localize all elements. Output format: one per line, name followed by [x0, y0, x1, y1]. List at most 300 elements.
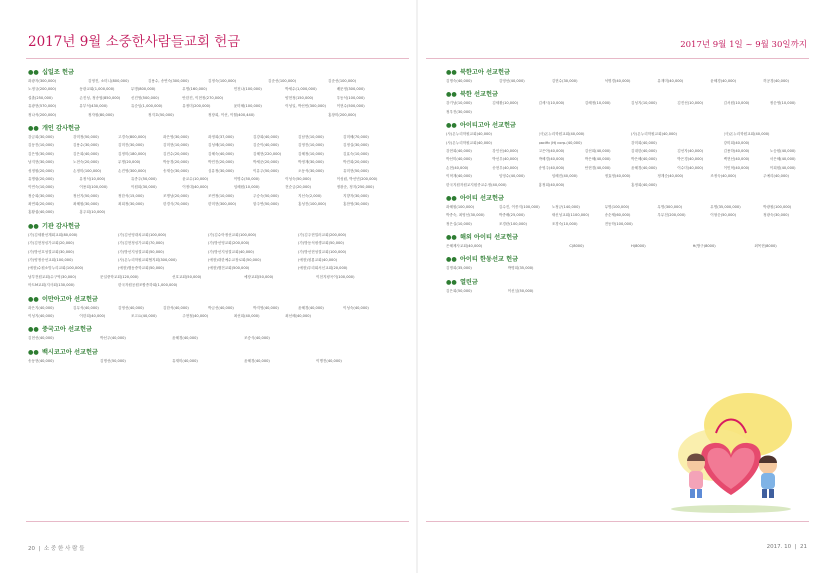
donor-entry: 최혜원(30,000): [73, 202, 99, 207]
donor-entry: 김혜정(10,000): [298, 151, 324, 156]
donor-entry: 김성지(10,000): [631, 101, 657, 106]
donor-row: [28, 304, 388, 312]
donor-entry: 김명선(50,000): [100, 358, 126, 363]
donor-entry: 박세수(1,000,000): [285, 87, 317, 92]
donor-entry: 유재미(40,000): [172, 358, 198, 363]
donation-section: [28, 68, 388, 119]
donation-section: [28, 295, 388, 321]
donor-entry: 박은경(40,000): [677, 157, 704, 162]
donor-row: [446, 164, 816, 172]
donor-entry: 조명남(20,000): [163, 193, 189, 198]
donor-entry: 한국자원공원조합종하회(1,000,000): [118, 283, 178, 288]
donation-section: [446, 233, 816, 250]
donor-entry: 곽은지(40,000): [28, 305, 54, 310]
donor-entry: (가)방동석평생교회(50,000): [298, 241, 344, 246]
donor-entry: 백현선(40,000): [723, 157, 750, 162]
donor-entry: 이희원(40,000): [769, 165, 796, 170]
donor-row: [28, 175, 388, 183]
donor-entry: (예장)행전교회(500,000): [208, 266, 250, 271]
section-title: [446, 233, 816, 242]
donor-entry: 홍정희(40,000): [631, 182, 657, 187]
donor-entry: 김혜숙(40,000): [208, 151, 234, 156]
right-footer: 2017. 10 | 21: [766, 544, 807, 550]
donor-entry: 이수미(40,000): [677, 165, 704, 170]
donor-entry: 김정미(180,000): [118, 151, 147, 156]
donor-row: [28, 231, 388, 239]
donor-entry: 조경숙(10,000): [551, 221, 578, 226]
donor-entry: 김영선(40,000): [498, 79, 525, 83]
donor-entry: 김정숙(100,000): [208, 79, 237, 83]
donor-entry: 유순임(1,000,000): [130, 104, 163, 109]
donor-entry: 김은영(30,000): [28, 151, 54, 156]
donor-entry: 윤혜경(40,000): [298, 305, 324, 310]
donor-entry: 김진선(10,000): [677, 101, 704, 106]
donor-entry: 홍황섭(40,000): [28, 210, 54, 215]
left-content: [28, 68, 388, 370]
donor-entry: (가)양정송선교회(100,000): [28, 258, 73, 263]
donor-entry: 윤미혜(100,000): [233, 104, 262, 109]
donor-entry: 김혜현(220,000): [253, 151, 282, 156]
donor-entry: 함주연(50,000): [253, 202, 279, 207]
bullet-icon: ●●: [28, 69, 41, 76]
donation-section: [28, 325, 388, 342]
donor-row: [446, 242, 816, 250]
section-title-text: 북한고아 선교헌금: [459, 69, 510, 76]
donor-entry: 이성숙(50,000): [285, 176, 311, 181]
donor-entry: 김한석(40,000): [163, 305, 189, 310]
donor-entry: 유정석(10,000): [79, 176, 106, 181]
donor-entry: 조연정(10,000): [208, 193, 234, 198]
donor-entry: 송영주(40,000): [538, 165, 565, 170]
donor-entry: 강금희(30,000): [28, 134, 54, 139]
bullet-icon: ●●: [446, 256, 459, 264]
donor-entry: 이혁재(40,000): [446, 174, 472, 179]
donor-entry: 최선희(40,000): [233, 313, 260, 318]
right-page: [418, 0, 835, 573]
left-page: [0, 0, 417, 573]
donor-row: [446, 172, 816, 180]
donor-entry: 박은혜(40,000): [631, 157, 657, 162]
donor-entry: (가)김선영대치교회(100,000): [118, 232, 167, 237]
donor-entry: (사)온누리학원교회협지회(300,000): [118, 258, 177, 263]
donor-entry: 손진영(300,000): [118, 168, 147, 173]
donor-entry: 이성숙(40,000): [343, 305, 369, 310]
donor-entry: 지선숙(2,000): [298, 193, 322, 198]
donor-row: [28, 208, 388, 216]
donor-entry: 정나석(200,000): [28, 112, 57, 117]
donor-entry: 우무천(200,000): [657, 213, 686, 218]
donor-entry: 노현숙(20,000): [73, 160, 99, 165]
donor-entry: 정한석(15,000): [118, 193, 144, 198]
donation-section: [446, 278, 816, 295]
donor-entry: 고은아(40,000): [538, 148, 565, 153]
donor-entry: 이정대(40,000): [182, 185, 209, 190]
donor-entry: 박선미(40,000): [446, 157, 472, 162]
donor-entry: (예장)수원소망누리교회(100,000): [28, 266, 84, 271]
donor-entry: 무명(20,000): [118, 160, 141, 165]
donor-entry: 김혜정(10,000): [584, 101, 611, 106]
donor-entry: 홍창미(200,000): [328, 112, 357, 117]
donor-entry: 김준선(100,000): [268, 79, 297, 83]
donor-entry: 무명(160,000): [182, 87, 207, 92]
section-title-text: 북한 선교헌금: [459, 91, 498, 99]
donor-entry: 주현철(40,000): [182, 313, 209, 318]
donor-entry: 이민혁(40,000): [723, 165, 750, 170]
donor-entry: 박선주(40,000): [100, 336, 126, 341]
donor-entry: 곽혜원(100,000): [446, 204, 475, 209]
donor-entry: 동광교회(1,000,000): [79, 87, 115, 92]
donor-entry: 지향자(30,000): [343, 193, 369, 198]
donor-entry: 김명숙(40,000): [446, 79, 472, 83]
donor-entry: 무명(800,000): [130, 87, 156, 92]
donor-row: [446, 77, 816, 85]
donor-entry: (사)온누리학원교회(40,000): [723, 132, 770, 137]
magazine-name: 소 중 한 사 람 들: [43, 546, 85, 552]
donor-entry: 노정규(140,000): [551, 204, 580, 209]
donor-row: [28, 183, 388, 191]
donor-entry: 김수진, 이종지(100,000): [498, 204, 540, 209]
donor-entry: 안한진, 이현정(270,000): [182, 95, 224, 100]
donor-entry: 배문정(300,000): [336, 87, 365, 92]
donor-entry: (가)방선영교회(200,000): [208, 241, 250, 246]
donor-entry: 남지현(30,000): [28, 160, 54, 165]
donor-entry: 유부석(430,000): [79, 104, 108, 109]
donor-entry: (가)방선호성결교회(30,000): [28, 249, 74, 254]
donor-entry: 조경란(100,000): [498, 221, 527, 226]
donor-entry: 곽은영(30,000): [163, 134, 189, 139]
donor-entry: 한국지원자원교지원종교수정(40,000): [446, 182, 507, 187]
donor-row: [446, 99, 816, 107]
donor-entry: 심유정(30,000): [208, 168, 234, 173]
donor-row: [446, 203, 816, 211]
donor-entry: 전순금(20,000): [285, 185, 311, 190]
donor-entry: 주승숙(50,000): [253, 193, 279, 198]
bullet-icon: ●●: [28, 295, 41, 303]
donor-entry: 유재미(40,000): [657, 79, 684, 83]
donor-entry: 김미진(30,000): [118, 143, 144, 148]
donor-entry: 김선자(40,000): [677, 148, 704, 153]
donor-entry: 강미희(40,000): [723, 140, 750, 145]
issue-date: 2017. 10: [766, 544, 792, 550]
donor-entry: 김은희(40,000): [73, 151, 99, 156]
donor-entry: (사)온누리학원교회(40,000): [446, 140, 492, 145]
donor-entry: 홍찬영(30,000): [343, 202, 369, 207]
donor-entry: 박종숙, 최영선(30,000): [446, 213, 485, 218]
donor-entry: 최선혜(40,000): [285, 313, 311, 318]
donor-entry: 김미현(10,000): [163, 143, 189, 148]
section-title: [446, 90, 816, 99]
donor-entry: 조증식(40,000): [244, 336, 270, 341]
donor-entry: pacific JHJ corp.(40,000): [538, 140, 582, 145]
donor-entry: 이명수(50,000): [233, 176, 260, 181]
donor-row: [28, 248, 388, 256]
donor-entry: 오동석(30,000): [298, 168, 324, 173]
donor-row: [28, 200, 388, 208]
donor-entry: 윤혜경(40,000): [710, 79, 737, 83]
donor-entry: 이성일, 박선빈(300,000): [285, 104, 326, 109]
footer-rule: [26, 521, 409, 522]
donor-entry: 임혜원(10,000): [233, 185, 260, 190]
donor-entry: 석명경(40,000): [604, 79, 631, 83]
donor-entry: 강기남(10,000): [446, 101, 472, 106]
donor-row: [28, 192, 388, 200]
donor-entry: 이성지(40,000): [28, 313, 54, 318]
donation-section: [28, 124, 388, 217]
donor-entry: (가)김수아정선교회(100,000): [208, 232, 257, 237]
donor-entry: 박민진(20,000): [208, 160, 234, 165]
donor-entry: 박혜경(40,000): [538, 157, 565, 162]
donor-entry: 윤혜경(40,000): [172, 336, 198, 341]
section-title: [28, 348, 388, 357]
donor-row: [446, 181, 816, 189]
donor-entry: 설춘(250,000): [28, 95, 53, 100]
donor-entry: 박세준(20,000): [253, 160, 279, 165]
donor-entry: 박선우(40,000): [492, 157, 519, 162]
donor-entry: 선호교회(50,000): [172, 274, 202, 279]
section-title-text: 개인 감사헌금: [41, 124, 80, 132]
donor-entry: 윤교수(10,000): [182, 176, 209, 181]
donor-entry: 무명(100,000): [604, 204, 630, 209]
donor-entry: (가)방선현성결교회(100,000): [298, 249, 347, 254]
donor-entry: 손현(40,000): [446, 165, 469, 170]
donor-entry: 정승희(30,000): [28, 193, 54, 198]
donor-entry: 노승원(40,000): [769, 148, 796, 153]
donor-entry: 이원희(30,000): [130, 185, 157, 190]
donor-entry: 아트M교회(지사회(130,000): [28, 283, 75, 288]
donor-entry: (가)방선지성결교회(50,000): [118, 249, 164, 254]
donor-entry: 강인선(40,000): [492, 148, 519, 153]
donor-entry: 임혜진(40,000): [551, 174, 578, 179]
donor-entry: 임영수(40,000): [498, 174, 525, 179]
donation-section: [446, 194, 816, 228]
section-title-text: 해외 아이티 선교헌금: [459, 234, 519, 242]
page-number: 21: [800, 544, 807, 550]
donor-entry: 이형순(50,000): [710, 213, 737, 218]
heart-children-illustration: [656, 385, 806, 517]
donor-entry: 이천지평곡이(100,000): [316, 274, 355, 279]
donor-entry: (가)김현정싱가교회(20,000): [28, 241, 74, 246]
section-title-text: 이만아고아 선교헌금: [41, 295, 98, 303]
donor-entry: 박지영(40,000): [253, 305, 279, 310]
donor-entry: 이유주(50,000): [253, 168, 279, 173]
left-footer: 20 | 소 중 한 사 람 들: [28, 546, 85, 552]
donor-entry: 안현경(40,000): [584, 165, 611, 170]
donor-entry: 서은혜(40,000): [769, 157, 796, 162]
donor-entry: (가)김주현밀러교회(200,000): [298, 232, 347, 237]
section-title-text: 십일조 헌금: [41, 69, 74, 76]
date-range: 2017년 9월 1일 ~ 9월 30일까지: [680, 40, 807, 50]
donor-entry: 곽정희(37,000): [208, 134, 234, 139]
section-title: [446, 255, 816, 264]
donor-entry: 이신심(50,000): [507, 288, 534, 293]
bullet-icon: ●●: [446, 278, 459, 286]
donor-entry: 박명희(35,000): [507, 266, 534, 271]
donor-entry: 김진수(20,000): [163, 151, 189, 156]
page-title: 2017년 9월 소중한사람들교회 헌금: [28, 34, 241, 50]
donor-row: [28, 281, 388, 289]
section-title: [446, 194, 816, 203]
donor-entry: 유정미(200,000): [182, 104, 211, 109]
section-title-text: 백시코고아 선교헌금: [41, 348, 98, 356]
donor-entry: 윤혜경(40,000): [244, 358, 270, 363]
donor-entry: 조정숙(40,000): [710, 174, 737, 179]
donor-entry: 이병진(40,000): [316, 358, 342, 363]
donor-entry: 김준선(100,000): [328, 79, 357, 83]
donor-entry: [508, 242, 570, 250]
header-rule: [26, 58, 409, 59]
bullet-icon: ●●: [28, 348, 41, 356]
donor-entry: (가)김세환선계회교회(80,000): [28, 232, 78, 237]
donor-entry: 남부전원교회(수구역(30,000): [28, 274, 77, 279]
section-title: [28, 295, 388, 304]
donor-entry: 김정실(30,000): [343, 143, 369, 148]
donor-entry: 홍성진(100,000): [298, 202, 327, 207]
donor-entry: 김무석(40,000): [73, 305, 99, 310]
donor-entry: 최희정(30,000): [118, 202, 144, 207]
donor-row: [28, 102, 388, 110]
donor-row: [446, 264, 816, 272]
donor-row: [446, 220, 816, 228]
bullet-icon: ●●: [446, 234, 459, 242]
donor-entry: 새신성교회(1100,000): [551, 213, 590, 218]
donor-row: [446, 147, 816, 155]
header-rule: [426, 58, 809, 59]
donor-row: [446, 155, 816, 163]
donor-entry: 최목현(8000): [754, 244, 777, 249]
donor-entry: 김세환(10,000): [492, 101, 519, 106]
donor-entry: 예장교회(50,000): [244, 274, 274, 279]
donor-row: [446, 139, 816, 147]
section-title-text: 아이티고아 선교헌금: [459, 122, 516, 130]
donor-entry: 박진희(20,000): [343, 160, 369, 165]
donor-entry: 박정재(30,000): [298, 160, 324, 165]
donor-row: [446, 211, 816, 219]
donor-row: [28, 264, 388, 272]
donor-entry: 박종배(25,000): [498, 213, 525, 218]
donor-entry: 우동석(100,000): [336, 95, 365, 100]
donor-entry: (사)온누리학원교회(40,000): [631, 132, 677, 137]
donor-entry: 정우진(30,000): [446, 109, 472, 114]
donor-entry: 김대한(40,000): [631, 148, 657, 153]
bullet-icon: ●●: [28, 222, 41, 230]
donor-row: [28, 94, 388, 102]
donor-row: [28, 77, 388, 85]
donor-entry: 강현희(40,000): [446, 148, 472, 153]
donor-entry: [234, 94, 285, 102]
donor-entry: 유종주(50,000): [130, 176, 157, 181]
section-title: [446, 278, 816, 287]
donor-entry: 김용하(40,000): [723, 148, 750, 153]
donor-entry: 신진영(500,000): [130, 95, 159, 100]
donor-entry: 박금선(40,000): [208, 305, 234, 310]
section-title: [446, 68, 816, 77]
section-title-text: 열린금: [459, 278, 478, 286]
donor-entry: 이성림, 박선빈(200,000): [336, 176, 378, 181]
donor-entry: 김명희(35,000): [446, 266, 472, 271]
section-title: [28, 222, 388, 231]
donor-entry: (사)온누리학원교회(40,000): [538, 132, 585, 137]
donor-row: [28, 85, 388, 93]
right-content: [446, 68, 816, 300]
section-title-text: 아이티 선교헌금: [459, 194, 504, 202]
donor-entry: 김서원(10,000): [723, 101, 750, 106]
section-title: [446, 121, 816, 130]
donor-entry: (예장)행동중학교회(50,000): [118, 266, 164, 271]
donor-entry: [268, 111, 328, 119]
donor-entry: 유미현(50,000): [343, 168, 369, 173]
donor-row: [28, 158, 388, 166]
donor-entry: 송순제(60,000): [604, 213, 631, 218]
donation-section: [446, 255, 816, 272]
donor-entry: 조고요(40,000): [130, 313, 157, 318]
donor-entry: 강미정(50,000): [73, 134, 99, 139]
donor-entry: 정장희, 이선, 이월(400,440): [208, 112, 255, 117]
donor-entry: H(방구(8000): [692, 244, 716, 249]
donor-entry: 박동경(20,000): [163, 160, 189, 165]
donor-entry: 김현선(40,000): [28, 336, 54, 341]
donor-entry: 김용수(30,000): [73, 143, 99, 148]
donor-row: [28, 312, 388, 320]
bullet-icon: ●●: [446, 91, 459, 99]
donor-entry: 김영선(40,000): [118, 305, 144, 310]
donor-entry: 정자원(80,000): [88, 112, 114, 117]
donor-entry: 은혜제사교회(40,000): [446, 244, 483, 249]
donor-entry: 민천나(100,000): [233, 87, 262, 92]
donor-entry: 곽광자(300,000): [28, 79, 57, 83]
section-title: [28, 124, 388, 133]
donor-entry: 고경숙(800,000): [118, 134, 147, 139]
donor-entry: 노정규(200,000): [28, 87, 57, 92]
donor-entry: C(8000): [569, 244, 584, 249]
donor-entry: 문일중학교회(120,000): [100, 274, 139, 279]
donor-entry: 김세시(10,000): [538, 101, 565, 106]
donor-entry: (예장)우리회서신교회(20,000): [298, 266, 348, 271]
donor-row: [28, 334, 388, 342]
donor-entry: 김미혜(70,000): [343, 134, 369, 139]
donor-entry: 김효숙(10,000): [343, 151, 369, 156]
donor-entry: 이연숙(10,000): [28, 185, 54, 190]
donor-row: [28, 133, 388, 141]
donor-entry: 최연희(20,000): [28, 202, 54, 207]
page-number: 20: [28, 546, 35, 552]
donor-entry: 무명(35,000,000): [710, 204, 741, 209]
section-title: [28, 325, 388, 334]
donor-entry: 정순영(10,000): [769, 101, 796, 106]
bullet-icon: ●●: [446, 122, 459, 130]
bullet-icon: ●●: [28, 124, 41, 132]
donor-entry: 송동현(40,000): [28, 358, 54, 363]
donor-entry: 김성혜(10,000): [208, 143, 234, 148]
bullet-icon: ●●: [446, 69, 459, 76]
donor-entry: 정효영(40,000): [604, 174, 631, 179]
donor-row: [28, 256, 388, 264]
donor-entry: 유명림(20,000): [28, 176, 54, 181]
donor-row: [28, 141, 388, 149]
section-title-text: 기관 감사헌금: [41, 222, 80, 230]
donor-entry: 김현수(30,000): [551, 79, 578, 83]
donor-entry: 김선희(40,000): [584, 148, 611, 153]
donor-entry: (예장)청룡교회(40,000): [298, 258, 338, 263]
donor-entry: 송재승(30,000): [163, 168, 189, 173]
donor-entry: 이용희(100,000): [79, 185, 108, 190]
donor-entry: 김남현(10,000): [298, 134, 324, 139]
donation-section: [446, 121, 816, 189]
donor-row: [28, 111, 388, 119]
donor-entry: 김영진, 소미니(800,000): [88, 79, 129, 83]
donor-entry: 정계순(40,000): [657, 174, 684, 179]
donor-entry: 주예리(40,000): [763, 174, 789, 179]
donor-entry: 손진성, 정송엽(850,000): [79, 95, 121, 100]
